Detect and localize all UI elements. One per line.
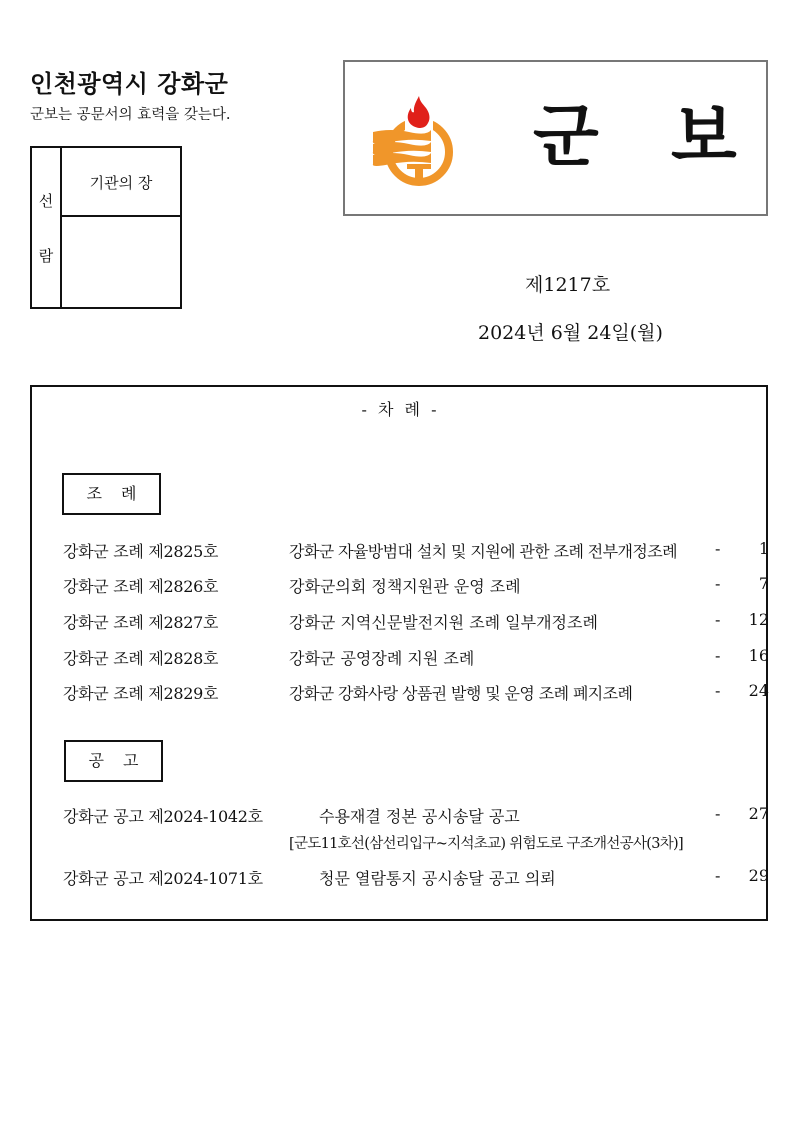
entry-leader: - <box>715 539 721 558</box>
section-header-notices: 공 고 <box>64 740 163 782</box>
entry-page: 27 <box>748 804 769 823</box>
entry-title: 강화군 지역신문발전지원 조례 일부개정조례 <box>289 613 598 632</box>
entry-code: 강화군 공고 제2024-1042호 <box>63 807 263 826</box>
entry-title: 강화군 강화사랑 상품권 발행 및 운영 조례 폐지조례 <box>289 684 633 703</box>
entry-page: 24 <box>748 681 769 700</box>
masthead <box>343 60 768 216</box>
entry-title: 강화군 자율방범대 설치 및 지원에 관한 조례 전부개정조례 <box>289 542 677 561</box>
toc-entry[interactable] <box>63 574 769 598</box>
entry-leader: - <box>715 866 721 885</box>
head-of-agency-cell: 기관의 장 <box>62 148 180 217</box>
entry-title: 수용재결 정본 공시송달 공고 <box>319 807 520 826</box>
gangwha-county-emblem-icon <box>371 94 461 189</box>
overview-box <box>30 146 182 309</box>
entry-title: 강화군 공영장례 지원 조례 <box>289 649 475 668</box>
entry-page: 12 <box>748 610 769 629</box>
masthead-title-char-2: 보 <box>671 98 737 177</box>
issue-number: 제1217호 <box>525 274 611 296</box>
toc-entry[interactable] <box>63 804 769 828</box>
entry-code: 강화군 조례 제2825호 <box>63 542 219 561</box>
toc-entry[interactable] <box>63 610 769 634</box>
entry-leader: - <box>715 681 721 700</box>
overview-side-label <box>32 148 62 307</box>
table-of-contents <box>30 385 768 921</box>
section-header-ordinances: 조 례 <box>62 473 161 515</box>
issue-date: 2024년 6월 24일(월) <box>478 322 663 344</box>
entry-leader: - <box>715 646 721 665</box>
side-label-bottom: 람 <box>38 247 54 265</box>
entry-leader: - <box>715 804 721 823</box>
toc-entry[interactable] <box>63 866 769 890</box>
masthead-title-char-1: 군 <box>533 98 599 177</box>
toc-entry[interactable] <box>63 539 769 563</box>
entry-leader: - <box>715 610 721 629</box>
entry-page: 1 <box>758 539 769 558</box>
entry-subtitle: [군도11호선(삼선리입구~지석초교) 위험도로 구조개선공사(3차)] <box>289 836 683 852</box>
bulletin-subtitle: 군보는 공문서의 효력을 갖는다. <box>30 107 231 123</box>
entry-page: 29 <box>748 866 769 885</box>
entry-leader: - <box>715 574 721 593</box>
entry-title: 강화군의회 정책지원관 운영 조례 <box>289 577 521 596</box>
organization-title: 인천광역시 강화군 <box>30 70 229 98</box>
entry-code: 강화군 공고 제2024-1071호 <box>63 869 263 888</box>
entry-code: 강화군 조례 제2829호 <box>63 684 219 703</box>
entry-title: 청문 열람통지 공시송달 공고 의뢰 <box>319 869 556 888</box>
entry-page: 7 <box>758 574 769 593</box>
toc-entry[interactable] <box>63 681 769 705</box>
toc-entry[interactable] <box>63 646 769 670</box>
entry-code: 강화군 조례 제2828호 <box>63 649 219 668</box>
toc-title: - 차 례 - <box>361 400 437 419</box>
entry-code: 강화군 조례 제2827호 <box>63 613 219 632</box>
entry-code: 강화군 조례 제2826호 <box>63 577 219 596</box>
entry-page: 16 <box>748 646 769 665</box>
side-label-top: 선 <box>38 192 54 210</box>
